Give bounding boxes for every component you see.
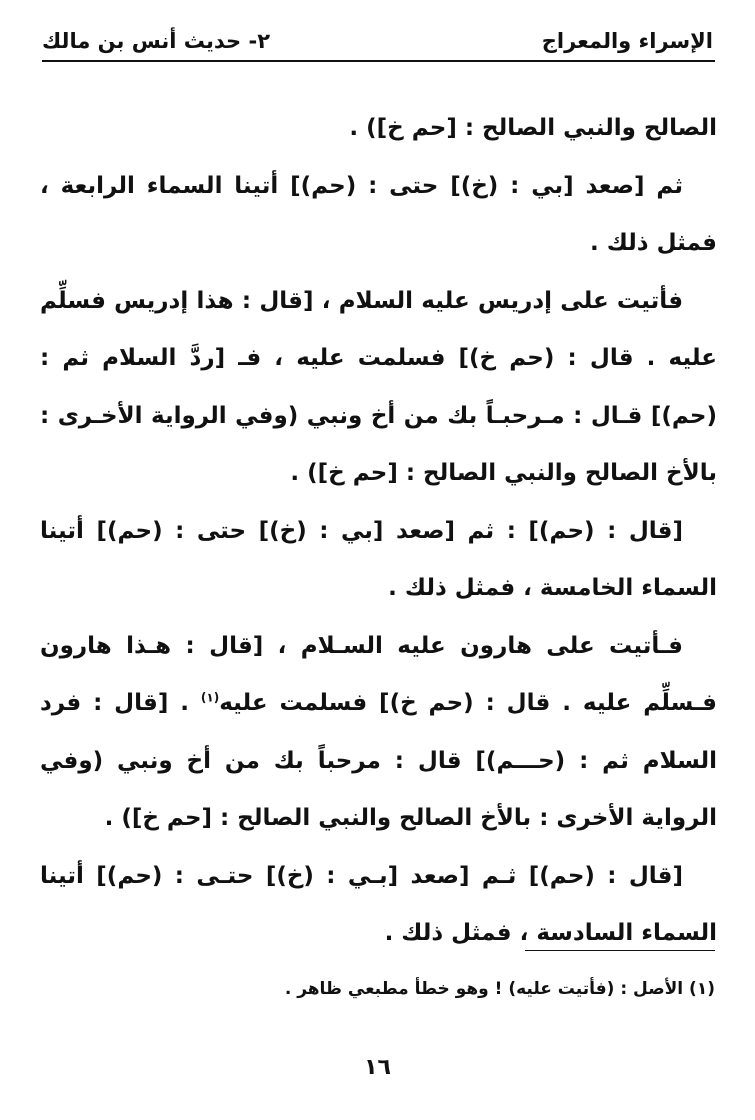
text-line: (حـــم)] قال : مرحباً بك من أخ ونبي (وفي الرواية الأخرى : (40, 747, 717, 831)
text-line: فمثل ذلك . (589, 230, 717, 256)
text-line: فـأتيت على هارون عليه السـلام ، [قال : هـذا هارون فـسلِّم (40, 632, 717, 716)
text-line: فأتيت على إدريس عليه السلام ، [قال : هذا إدريس فسلِّم (40, 287, 683, 314)
text-line: السماء الخامسة ، فمثل ذلك . (388, 575, 717, 601)
text-line: السماء السادسة ، فمثل ذلك . (384, 920, 717, 946)
text-line: بالأخ الصالح والنبي الصالح : [حم خ]) . (104, 805, 532, 831)
text-line: [قال : (حم)] : ثم [صعد [بي : (خ)] حتى : (حم)] أتينا (40, 517, 683, 544)
header-rule (42, 60, 715, 62)
running-head (42, 26, 713, 56)
text-line: الصالح والنبي الصالح : [حم خ]) . (290, 460, 658, 486)
text-line: . [قال : فرد السلام ثم : (40, 690, 717, 774)
footnote: (١) الأصل : (فأتيت عليه) ! وهو خطأ مطبعي ظاهر . (284, 979, 715, 999)
text-line: قـال : مـرحبـاً بك من أخ ونبي (وفي الرواية الأخـرى : بالأخ (40, 402, 717, 486)
paragraph-3 (40, 273, 717, 503)
text-line: [قال : (حم)] ثـم [صعد [بـي : (خ)] حتـى : (حم)] أتينا (40, 862, 683, 889)
chapter-title: ٢- حديث أنس بن مالك (42, 29, 271, 53)
book-title: الإسراء والمعراج (541, 29, 713, 53)
paragraph-6 (40, 848, 717, 963)
paragraph-5 (40, 618, 717, 848)
text-line: عليه . قال : (حم خ)] فسلمت عليه ، فـ [ردَّ السلام ثم : (حم)] (40, 345, 717, 429)
footnote-reference[interactable]: (١) (200, 690, 220, 705)
text-line: الصالح والنبي الصالح : [حم خ]) . (349, 115, 717, 141)
paragraph-1 (40, 100, 717, 158)
paragraph-2 (40, 158, 717, 273)
page-number: ١٦ (364, 1055, 391, 1080)
footnote-rule (525, 950, 715, 951)
text-line: ثم [صعد [بي : (خ)] حتى : (حم)] أتينا السماء الرابعة ، (40, 172, 683, 199)
body-text (40, 100, 717, 963)
text-line: عليه . قال : (حم خ)] فسلمت عليه (219, 690, 632, 716)
paragraph-4 (40, 503, 717, 618)
